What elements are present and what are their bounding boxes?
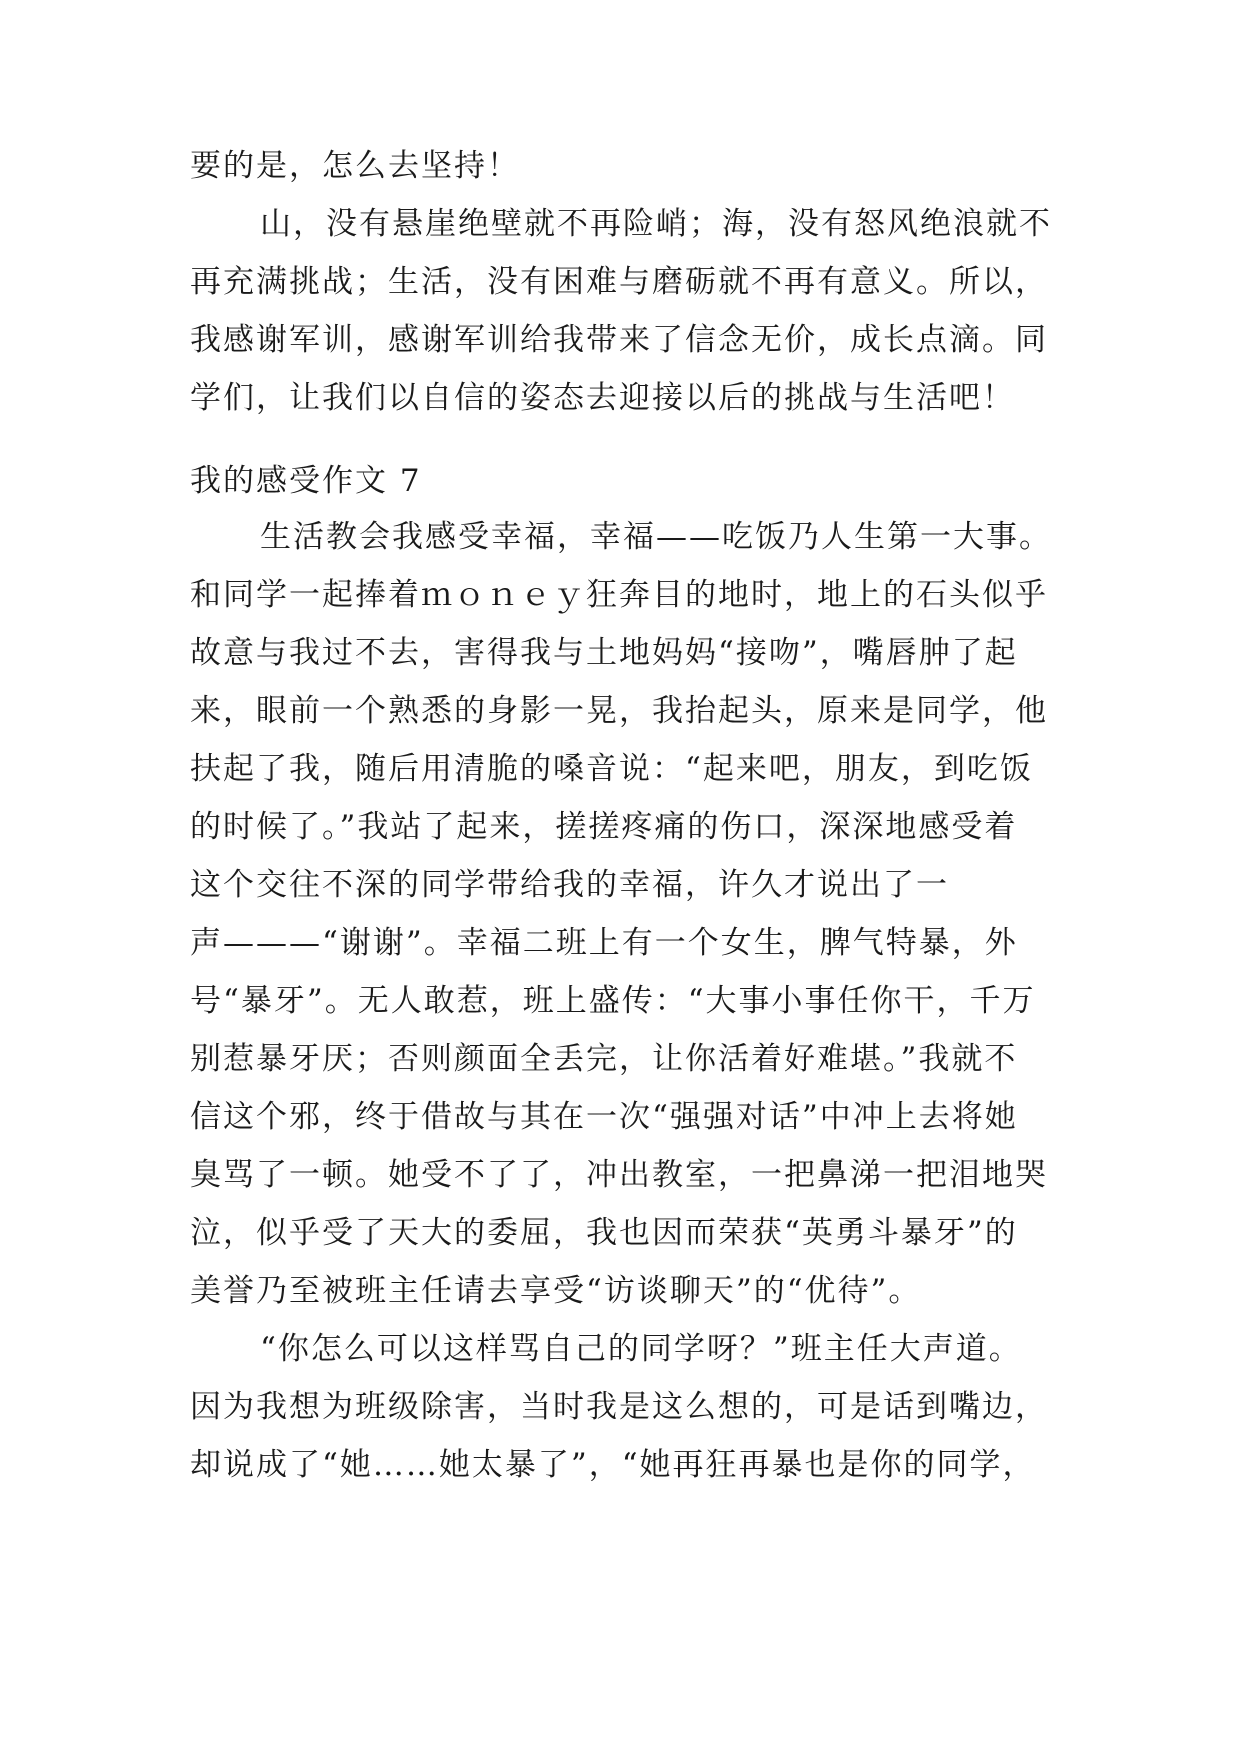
paragraph-line: 扶起了我，随后用清脆的嗓音说：“起来吧，朋友，到吃饭	[190, 751, 1033, 787]
paragraph-line: 生活教会我感受幸福，幸福——吃饭乃人生第一大事。	[260, 519, 1052, 555]
paragraph-line: 号“暴牙”。无人敢惹，班上盛传：“大事小事任你干，千万	[190, 983, 1036, 1019]
paragraph-line: 臭骂了一顿。她受不了了，冲出教室，一把鼻涕一把泪地哭	[190, 1157, 1048, 1193]
paragraph-line: 别惹暴牙厌；否则颜面全丢完，让你活着好难堪。”我就不	[190, 1041, 1018, 1077]
paragraph-line: 的时候了。”我站了起来，搓搓疼痛的伤口，深深地感受着	[190, 809, 1018, 845]
paragraph-line: 来，眼前一个熟悉的身影一晃，我抬起头，原来是同学，他	[190, 693, 1048, 729]
paragraph-line: 因为我想为班级除害，当时我是这么想的，可是话到嘴边，	[190, 1389, 1048, 1425]
paragraph-line: 再充满挑战；生活，没有困难与磨砺就不再有意义。所以，	[190, 264, 1048, 300]
paragraph-line: 却说成了“她……她太暴了”，“她再狂再暴也是你的同学，	[190, 1447, 1036, 1483]
paragraph-line: 这个交往不深的同学带给我的幸福，许久才说出了一	[190, 867, 949, 903]
paragraph-line: 故意与我过不去，害得我与土地妈妈“接吻”，嘴唇肿了起	[190, 635, 1018, 671]
paragraph-group-1	[190, 137, 1070, 427]
paragraph-line: 山，没有悬崖绝壁就不再险峭；海，没有怒风绝浪就不	[260, 206, 1052, 242]
paragraph-line: 信这个邪，终于借故与其在一次“强强对话”中冲上去将她	[190, 1099, 1018, 1135]
paragraph-line: 学们，让我们以自信的姿态去迎接以后的挑战与生活吧！	[190, 380, 1015, 416]
paragraph-line: 声———“谢谢”。幸福二班上有一个女生，脾气特暴，外	[190, 925, 1018, 961]
paragraph-line: 泣，似乎受了天大的委屈，我也因而荣获“英勇斗暴牙”的	[190, 1215, 1018, 1251]
paragraph-line: 美誉乃至被班主任请去享受“访谈聊天”的“优待”。	[190, 1273, 922, 1309]
paragraph-line: 要的是，怎么去坚持！	[190, 148, 520, 184]
paragraph-group-2	[190, 508, 1070, 1494]
paragraph-line: 和同学一起捧着ｍｏｎｅｙ狂奔目的地时，地上的石头似乎	[190, 577, 1048, 613]
paragraph-line: 我感谢军训，感谢军训给我带来了信念无价，成长点滴。同	[190, 322, 1048, 358]
paragraph-line: “你怎么可以这样骂自己的同学呀？”班主任大声道。	[260, 1331, 1022, 1367]
section-heading: 我的感受作文 7	[190, 463, 422, 499]
